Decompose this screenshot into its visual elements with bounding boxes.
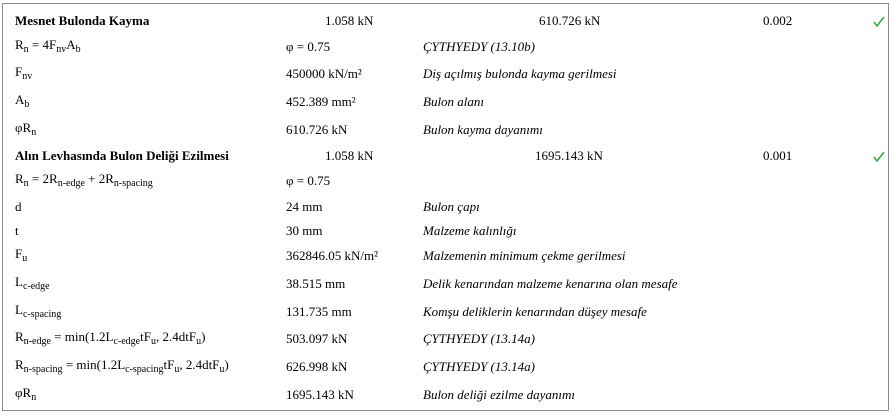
section-title: Mesnet Bulonda Kayma [15,13,150,28]
formula: $R_{n-edge} = \min(1.2L_{c-edge}tF_u$, 2.4dtF$_u$) [15,329,206,347]
value: 362846.05 kN/m² [286,248,379,263]
ratio-value: 0.002 [763,13,793,28]
formula-row [3,355,890,381]
description: Diş açılmış bulonda kayma gerilmesi [423,66,617,81]
param-row [3,244,890,270]
param-row [3,62,890,88]
param-row [3,90,890,116]
value: 38.515 mm [286,276,346,291]
description: Bulon çapı [423,199,480,214]
value: 452.389 mm² [286,94,356,109]
description: Bulon kayma dayanımı [423,122,543,137]
value: 626.998 kN [286,359,348,374]
section-header-bearing [3,143,890,169]
description: Bulon alanı [423,94,485,109]
description: Delik kenarından malzeme kenarına olan mesafe [423,276,678,291]
description: Malzeme kalınlığı [423,223,517,238]
formula-row [3,327,890,353]
param-row [3,272,890,298]
value: φ = 0.75 [286,39,331,54]
results-table [2,3,889,411]
symbol: $F_{nv}$ [15,64,33,82]
symbol: t [15,223,19,238]
formula-row [3,169,890,195]
formula: $R_n = 4F_{nv}A_b$ [15,37,81,55]
symbol: $\varphi R_n$ [15,385,37,403]
value: φ = 0.75 [286,173,331,188]
demand-value: 1.058 kN [325,148,374,163]
param-row [3,383,890,409]
check-icon [873,151,885,163]
value: 503.097 kN [286,331,348,346]
section-title: Alın Levhasında Bulon Deliği Ezilmesi [15,148,229,163]
value: 24 mm [286,199,323,214]
description: Malzemenin minimum çekme gerilmesi [423,248,626,263]
capacity-value: 610.726 kN [539,13,601,28]
symbol: $\varphi R_n$ [15,120,37,138]
reference: ÇYTHYEDY (13.14a) [423,359,535,374]
demand-value: 1.058 kN [325,13,374,28]
symbol: d [15,199,22,214]
param-row [3,196,890,222]
formula: $R_{n-spacing} = \min(1.2L_{c-spacing}tF_u$, 2.4dtF$_u$) [15,357,229,375]
formula-row [3,35,890,61]
ratio-value: 0.001 [763,148,793,163]
symbol: $F_u$ [15,246,28,264]
description: Bulon deliği ezilme dayanımı [423,387,576,402]
reference: ÇYTHYEDY (13.10b) [423,39,535,54]
param-row [3,118,890,144]
value: 1695.143 kN [286,387,354,402]
check-icon [873,16,885,28]
value: 30 mm [286,223,323,238]
symbol: $A_b$ [15,92,30,110]
symbol: $L_{c-spacing}$ [15,302,62,320]
value: 450000 kN/m² [286,66,362,81]
symbol: $L_{c-edge}$ [15,274,50,292]
reference: ÇYTHYEDY (13.14a) [423,331,535,346]
param-row [3,300,890,326]
value: 610.726 kN [286,122,348,137]
section-header-bolt-shear [3,8,890,34]
formula: $R_n = 2R_{n-edge} + 2R_{n-spacing}$ [15,171,153,189]
description: Komşu deliklerin kenarından düşey mesafe [423,304,647,319]
capacity-value: 1695.143 kN [535,148,603,163]
param-row [3,220,890,246]
value: 131.735 mm [286,304,352,319]
